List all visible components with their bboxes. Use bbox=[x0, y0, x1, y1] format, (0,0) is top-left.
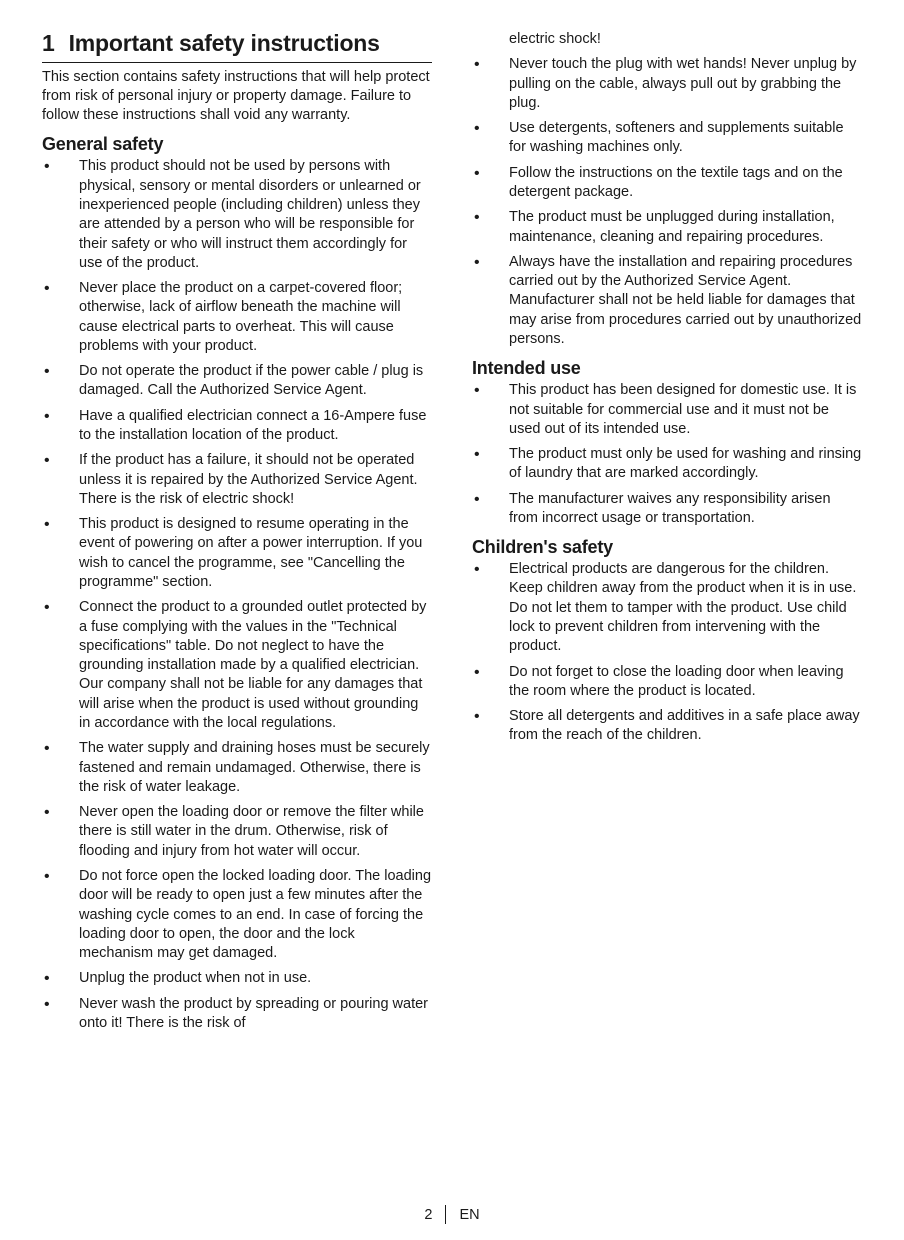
list-item-text: Use detergents, softeners and supplements suitable for washing machines only. bbox=[509, 120, 844, 156]
bullet-icon: • bbox=[44, 867, 50, 885]
list-item-text: This product has been designed for domestic use. It is not suitable for commercial use and it must not be used out of its intended use. bbox=[509, 382, 857, 437]
bullet-icon: • bbox=[474, 561, 480, 579]
list-item bbox=[42, 598, 432, 733]
list-item-text: Electrical products are dangerous for the children. Keep children away from the product when it is in use. Do not let them to tamper with the product. Use child lock to prevent children from intervening with the product. bbox=[509, 561, 857, 655]
list-item bbox=[472, 253, 862, 349]
bullet-icon: • bbox=[44, 363, 50, 381]
general-safety-list-continued bbox=[472, 55, 862, 349]
bullet-icon: • bbox=[474, 253, 480, 271]
two-column-layout bbox=[42, 30, 862, 1039]
list-item bbox=[472, 663, 862, 702]
section-heading-childrens-safety: Children's safety bbox=[472, 537, 613, 558]
list-item-text: Always have the installation and repairing procedures carried out by the Authorized Service Agent. Manufacturer shall not be held liable for damages that may arise from procedures carried out by unauthorized persons. bbox=[509, 253, 862, 347]
chapter-heading bbox=[42, 30, 432, 63]
general-safety-list bbox=[42, 157, 432, 1033]
list-item-text: Follow the instructions on the textile tags and on the detergent package. bbox=[509, 164, 843, 200]
list-item-text: The manufacturer waives any responsibility arisen from incorrect usage or transportation. bbox=[509, 490, 831, 526]
bullet-icon: • bbox=[474, 209, 480, 227]
list-item bbox=[472, 490, 862, 529]
list-item bbox=[42, 362, 432, 401]
intended-use-list bbox=[472, 381, 862, 528]
list-item-text: If the product has a failure, it should not be operated unless it is repaired by the Authorized Service Agent. There is the risk of electric shock! bbox=[79, 452, 418, 507]
list-item bbox=[472, 164, 862, 203]
bullet-icon: • bbox=[44, 740, 50, 758]
list-item bbox=[472, 208, 862, 247]
list-item bbox=[472, 560, 862, 656]
chapter-title: Important safety instructions bbox=[68, 30, 380, 56]
list-item bbox=[42, 515, 432, 592]
list-item-text: Do not operate the product if the power cable / plug is damaged. Call the Authorized Service Agent. bbox=[79, 363, 424, 399]
list-item bbox=[472, 445, 862, 484]
list-item-text: The product must be unplugged during installation, maintenance, cleaning and repairing procedures. bbox=[509, 209, 835, 245]
list-item-text: The product must only be used for washing and rinsing of laundry that are marked accordingly. bbox=[509, 446, 862, 482]
left-column bbox=[42, 30, 432, 1039]
bullet-icon: • bbox=[474, 446, 480, 464]
bullet-icon: • bbox=[474, 490, 480, 508]
list-item-text: Never place the product on a carpet-covered floor; otherwise, lack of airflow beneath the machine will cause electrical parts to overheat. This will cause problems with your product. bbox=[79, 280, 403, 354]
page-number: 2 bbox=[424, 1206, 433, 1223]
bullet-icon: • bbox=[474, 164, 480, 182]
list-item bbox=[42, 803, 432, 861]
chapter-number: 1 bbox=[42, 30, 55, 56]
continued-text: electric shock! bbox=[509, 31, 601, 47]
list-item-text: This product is designed to resume operating in the event of powering on after a power interruption. If you wish to cancel the programme, see "Cancelling the programme" section. bbox=[79, 516, 423, 590]
list-item bbox=[42, 407, 432, 446]
bullet-icon: • bbox=[44, 516, 50, 534]
bullet-icon: • bbox=[44, 452, 50, 470]
bullet-icon: • bbox=[474, 708, 480, 726]
right-column bbox=[472, 30, 862, 752]
bullet-icon: • bbox=[44, 280, 50, 298]
bullet-icon: • bbox=[474, 382, 480, 400]
intro-paragraph: This section contains safety instructions that will help protect from risk of personal injury or property damage. Failure to follow these instructions shall void any warranty. bbox=[42, 69, 430, 124]
bullet-icon: • bbox=[474, 56, 480, 74]
list-item bbox=[42, 739, 432, 797]
bullet-icon: • bbox=[44, 158, 50, 176]
bullet-icon: • bbox=[474, 120, 480, 138]
bullet-icon: • bbox=[474, 663, 480, 681]
bullet-icon: • bbox=[44, 599, 50, 617]
list-item-text: The water supply and draining hoses must be securely fastened and remain undamaged. Otherwise, there is the risk of water leakage. bbox=[79, 740, 430, 795]
list-item-text: Do not forget to close the loading door when leaving the room where the product is located. bbox=[509, 663, 844, 699]
page-footer bbox=[0, 1205, 904, 1224]
section-heading-general-safety: General safety bbox=[42, 134, 164, 155]
list-item-text: Connect the product to a grounded outlet protected by a fuse complying with the values in the "Technical specifications" table. Do not neglect to have the grounding installation made by a qualified electrician. Our company shall not be liable for any damages that will arise when the product is used without grounding in accordance with the local regulations. bbox=[79, 599, 427, 731]
list-item-text: Have a qualified electrician connect a 16-Ampere fuse to the installation location of the product. bbox=[79, 407, 427, 444]
list-item-text: Never touch the plug with wet hands! Never unplug by pulling on the cable, always pull out by grabbing the plug. bbox=[509, 56, 857, 111]
bullet-icon: • bbox=[44, 407, 50, 425]
section-heading-intended-use: Intended use bbox=[472, 358, 581, 379]
bullet-icon: • bbox=[44, 995, 50, 1013]
list-item bbox=[42, 867, 432, 963]
language-code: EN bbox=[459, 1206, 480, 1223]
list-item-text: Do not force open the locked loading door. The loading door will be ready to open just a few minutes after the washing cycle comes to an end. In case of forcing the loading door to open, the door and the lock mechanism may get damaged. bbox=[79, 867, 432, 962]
list-item bbox=[42, 157, 432, 273]
bullet-icon: • bbox=[44, 804, 50, 822]
bullet-icon: • bbox=[44, 970, 50, 988]
list-item bbox=[42, 279, 432, 356]
list-item bbox=[42, 995, 432, 1034]
list-item bbox=[42, 451, 432, 509]
list-item-text: Store all detergents and additives in a safe place away from the reach of the children. bbox=[509, 708, 860, 744]
list-item-text: This product should not be used by persons with physical, sensory or mental disorders or unlearned or inexperienced people (including children) unless they are attended by a person who will be responsible for their safety or who will instruct them accordingly for use of the product. bbox=[79, 158, 421, 271]
list-item bbox=[472, 55, 862, 113]
childrens-safety-list bbox=[472, 560, 862, 746]
list-item-text: Never open the loading door or remove the filter while there is still water in the drum. Otherwise, risk of flooding and injury from hot water will occur. bbox=[79, 804, 424, 859]
list-item bbox=[472, 381, 862, 439]
list-item bbox=[42, 969, 432, 988]
list-item-text: Unplug the product when not in use. bbox=[79, 970, 312, 987]
list-item-text: Never wash the product by spreading or pouring water onto it! There is the risk of bbox=[79, 995, 428, 1031]
list-item bbox=[472, 707, 862, 746]
list-item bbox=[472, 119, 862, 158]
